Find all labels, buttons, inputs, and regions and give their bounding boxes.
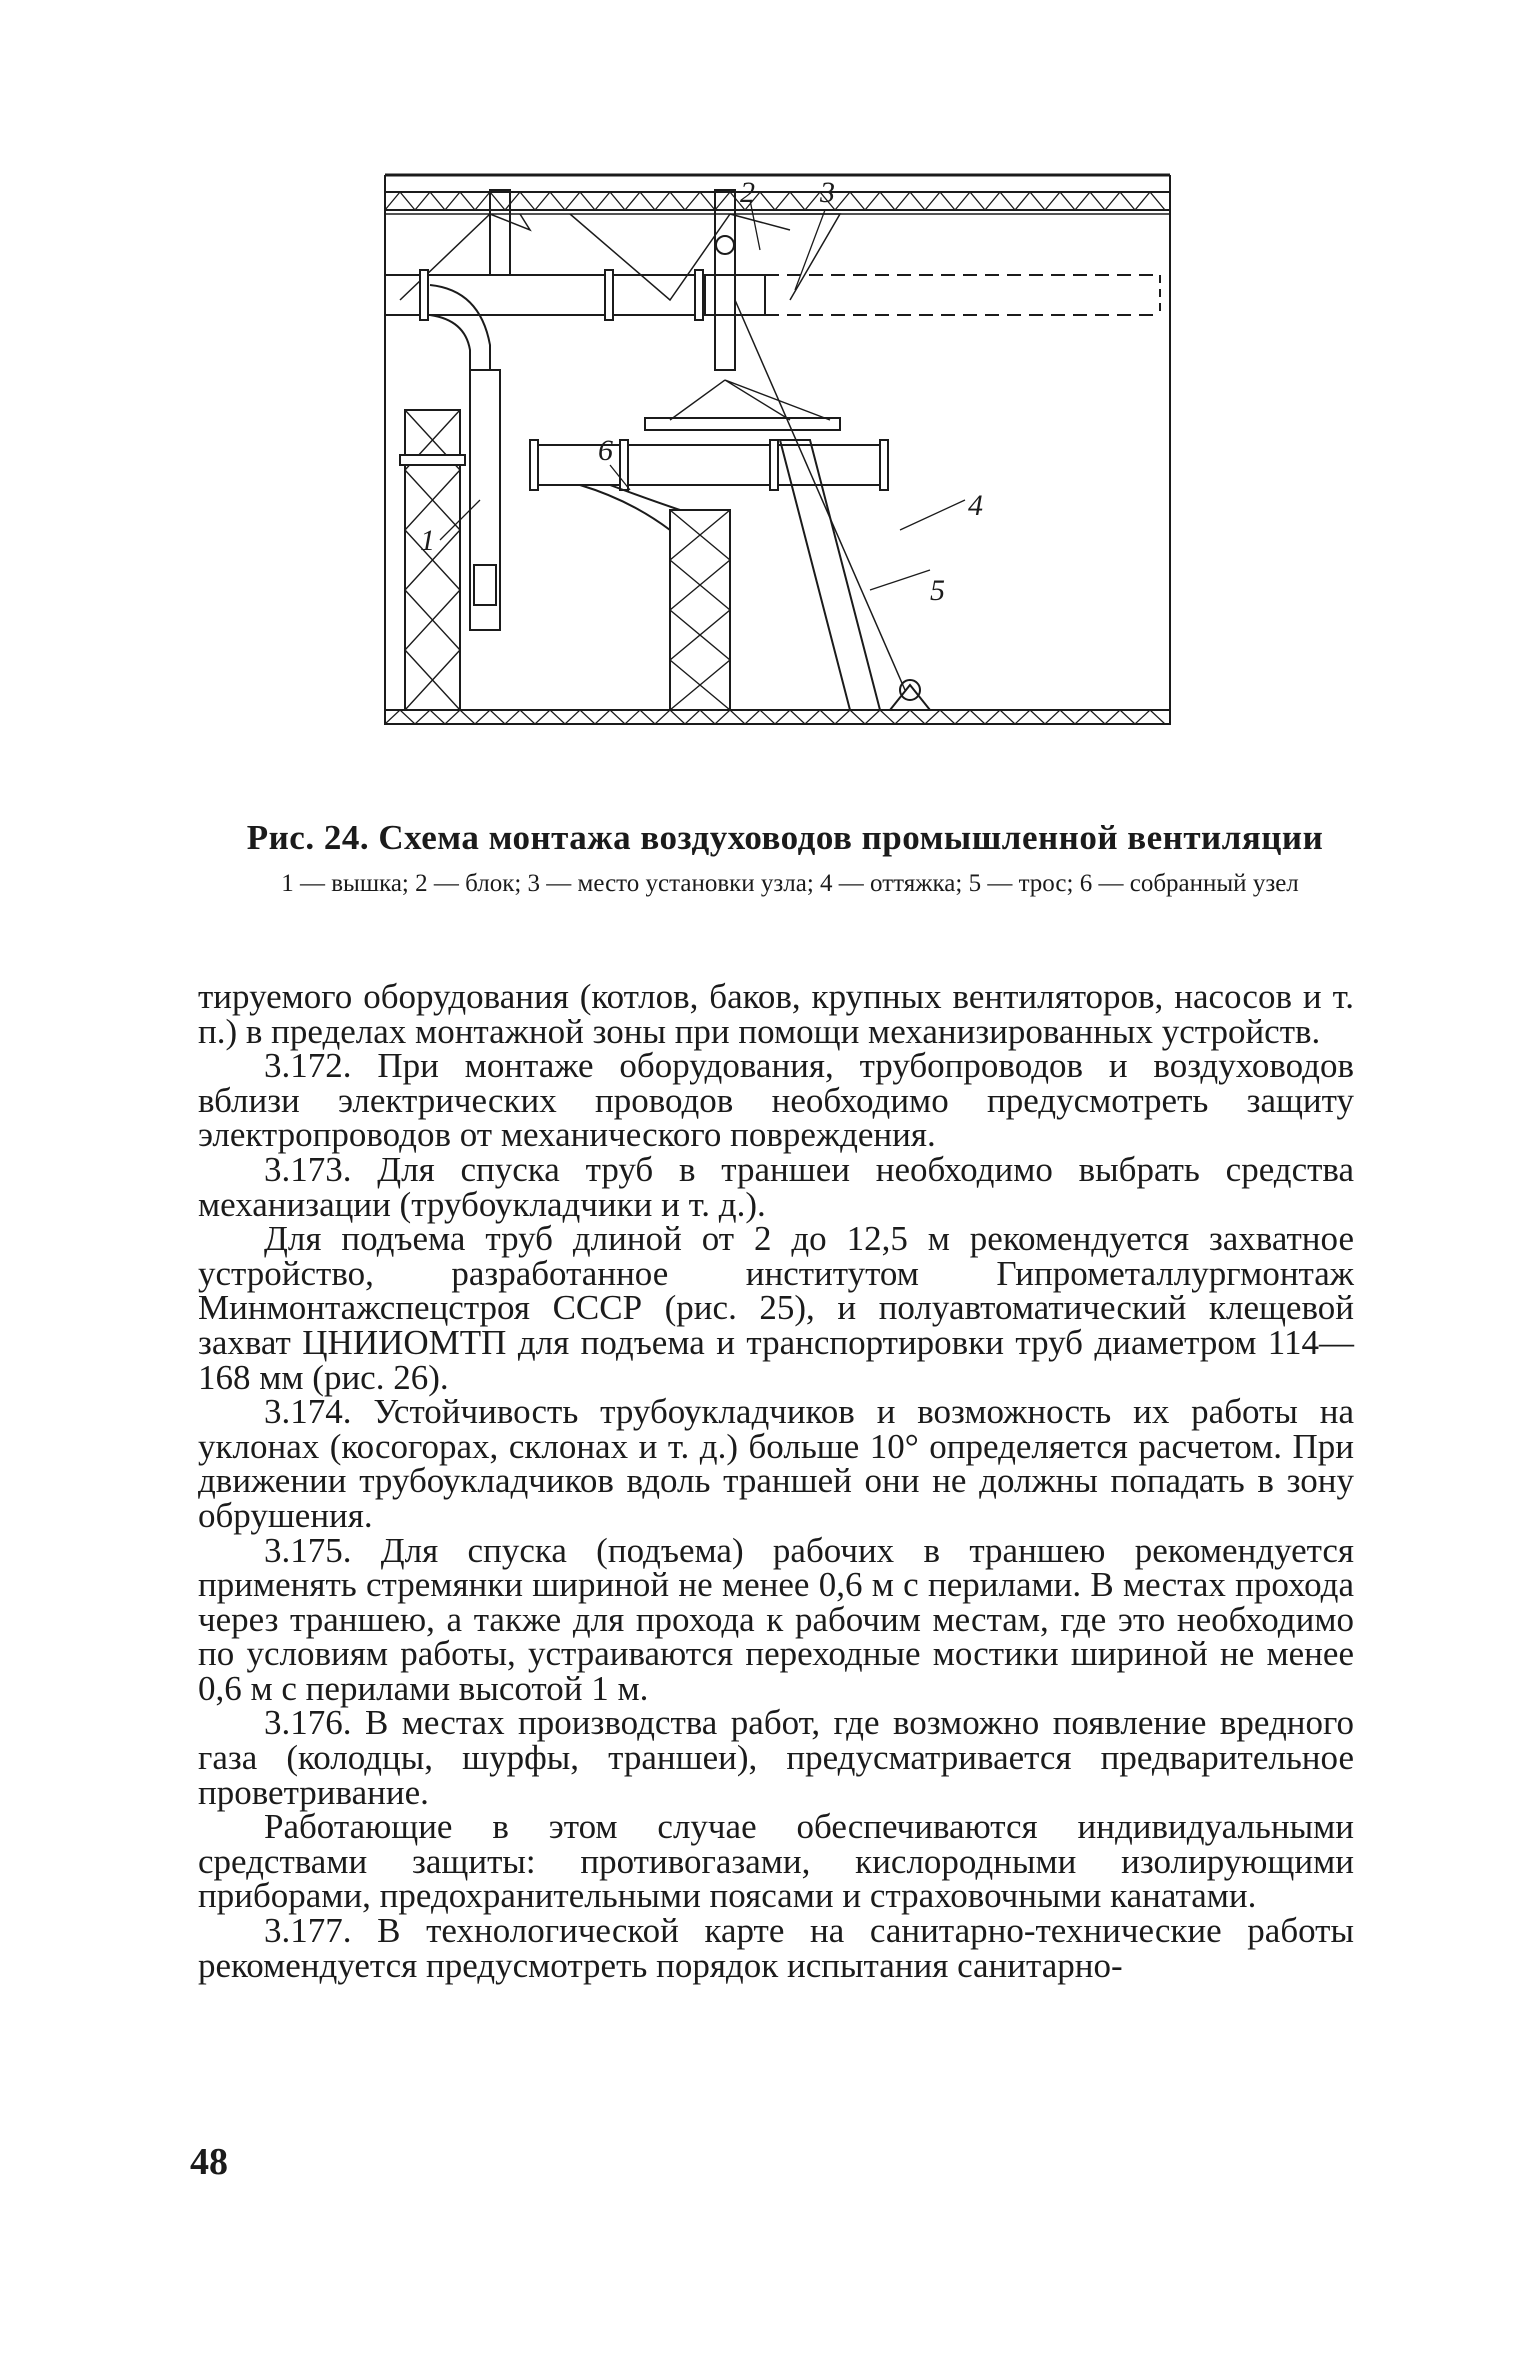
label-3: 3 (820, 176, 835, 209)
hanger-rods (400, 214, 840, 300)
rope (780, 440, 880, 710)
body-text (198, 977, 1354, 1985)
pulley-block (716, 236, 734, 254)
tower-2-head-platform (645, 418, 840, 430)
label-1: 1 (420, 524, 435, 557)
label-4: 4 (968, 489, 983, 522)
label-6: 6 (598, 434, 613, 467)
leader-lines (440, 200, 965, 590)
figure-ventilation-scheme (370, 170, 1180, 790)
floor-hatching (385, 710, 1165, 724)
label-2: 2 (740, 176, 755, 209)
figure-caption-legend: 1 — вышка; 2 — блок; 3 — место установки узла; 4 — оттяжка; 5 — трос; 6 — собранный узел (281, 870, 1299, 897)
flange (695, 270, 703, 320)
paragraph: 3.175. Для спуска (подъема) рабочих в траншею рекомендуется применять стремянки шириной не менее 0,6 м с перилами. В местах прохода через траншею, а также для прохода к рабочим местам, где это необходимо по условиям работы, устраиваются переходные мостики шириной не менее 0,6 м с перилами высотой 1 м. (198, 1530, 1354, 1708)
ventilation-diagram (370, 170, 1180, 790)
ceiling-truss-lattice (385, 192, 1165, 210)
page-number: 48 (190, 2141, 228, 2183)
label-5: 5 (930, 574, 945, 607)
paragraph: 3.176. В местах производства работ, где возможно появление вредного газа (колодцы, шурфы, траншеи), предусматривается предварительное проветривание. (198, 1703, 1354, 1812)
paragraph: тируемого оборудования (котлов, баков, крупных вентиляторов, насосов и т. п.) в пределах монтажной зоны при помощи механизированных устройств. (198, 977, 1354, 1051)
riser-clamp (474, 565, 496, 605)
upper-duct-left (385, 275, 705, 315)
tower-2 (670, 510, 730, 710)
anchor (900, 680, 920, 700)
elbow-lower (580, 485, 680, 530)
paragraph: 3.172. При монтаже оборудования, трубопроводов и воздуховодов вблизи электрических проводов необходимо предусмотреть защиту электропроводов от механического повреждения. (198, 1046, 1354, 1155)
hanger-right-block (715, 190, 735, 370)
assembled-unit (535, 445, 885, 485)
paragraph: Для подъема труб длиной от 2 до 12,5 м рекомендуется захватное устройство, разработанное институтом Гипрометаллургмонтаж Минмонтажспецстроя СССР (рис. 25), и полуавтоматический клещевой захват ЦНИИОМТП для подъема и транспортировки труб диаметром 114—168 мм (рис. 26). (198, 1219, 1354, 1397)
guy-wire (735, 300, 905, 690)
paragraph: Работающие в этом случае обеспечиваются индивидуальными средствами защиты: противогазами, кислородными изолирующими приборами, предохранительными поясами и страховочными канатами. (198, 1807, 1354, 1916)
anchor-base (890, 685, 930, 710)
flange (530, 440, 538, 490)
flange (880, 440, 888, 490)
flange (605, 270, 613, 320)
tower-2-slings (670, 380, 830, 420)
paragraph: 3.174. Устойчивость трубоукладчиков и возможность их работы на уклонах (косогорах, склонах и т. д.) больше 10° определяется расчетом. При движении трубоукладчиков вдоль траншей они не должны попадать в зону обрушения. (198, 1392, 1354, 1535)
flange (770, 440, 778, 490)
tower-1-platform (400, 455, 465, 465)
figure-caption-title: Рис. 24. Схема монтажа воздуховодов промышленной вентиляции (246, 818, 1324, 857)
flange (420, 270, 428, 320)
paragraph: 3.173. Для спуска труб в траншеи необходимо выбрать средства механизации (трубоукладчики и т. д.). (198, 1149, 1354, 1224)
paragraph: 3.177. В технологической карте на санитарно-технические работы рекомендуется предусмотреть порядок испытания санитарно- (198, 1911, 1354, 1985)
hanger-left (490, 190, 510, 275)
tower-2-bracing (670, 510, 730, 710)
elbow-upper (430, 285, 490, 370)
